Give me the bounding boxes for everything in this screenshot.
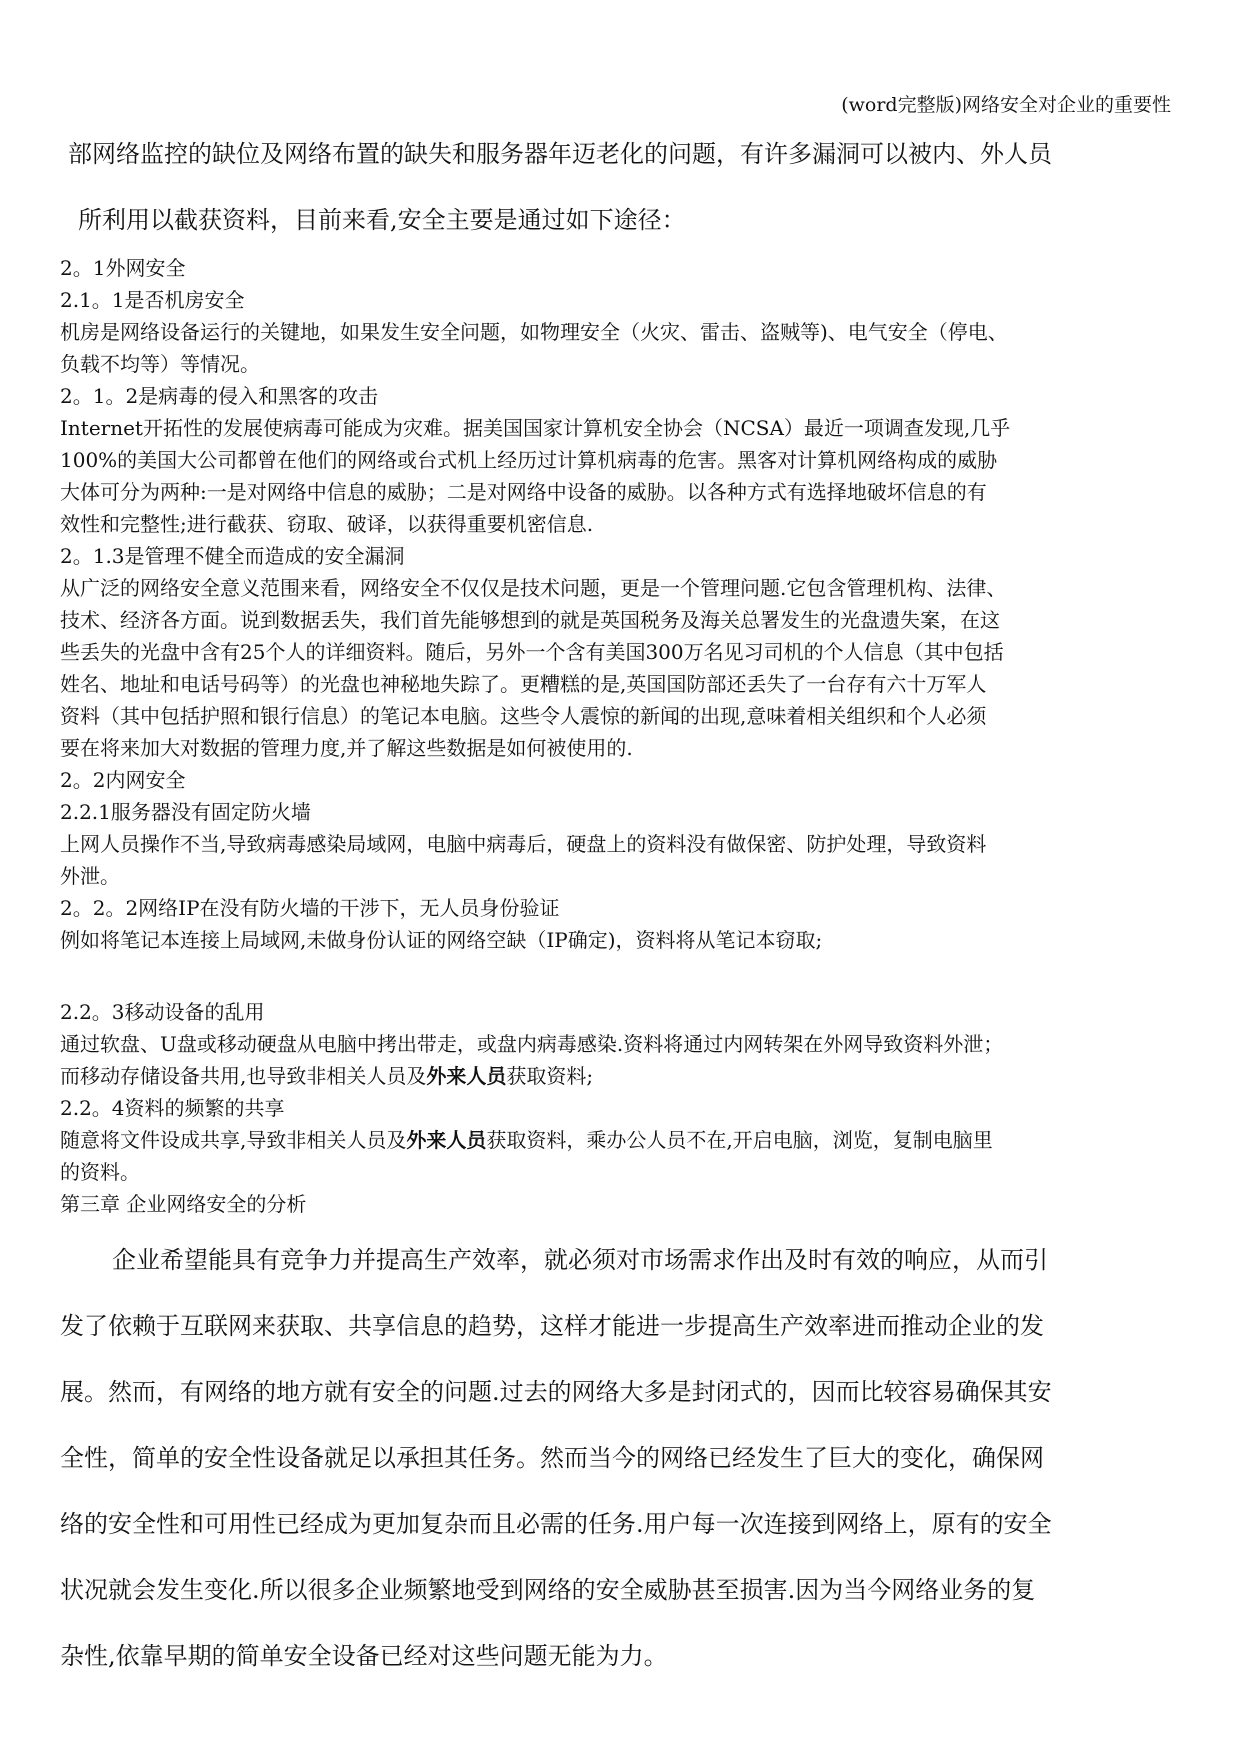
text-run: 获取资料; (506, 1064, 594, 1088)
paragraph-line: 络的安全性和可用性已经成为更加复杂而且必需的任务.用户每一次连接到网络上，原有的安全 (60, 1510, 1052, 1538)
text-run: 获取资料，乘办公人员不在,开启电脑，浏览，复制电脑里 (486, 1128, 993, 1152)
section-heading: 2.2。3移动设备的乱用 (60, 1000, 265, 1024)
paragraph-line: 状况就会发生变化.所以很多企业频繁地受到网络的安全威胁甚至损害.因为当今网络业务的复 (60, 1576, 1036, 1604)
chapter-heading: 第三章 企业网络安全的分析 (60, 1192, 307, 1216)
paragraph-line: 姓名、地址和电话号码等）的光盘也神秘地失踪了。更糟糕的是,英国国防部还丢失了一台存有六十万军人 (60, 672, 987, 696)
paragraph-line: 些丢失的光盘中含有25个人的详细资料。随后，另外一个含有美国300万名见习司机的个人信息（其中包括 (60, 640, 1004, 664)
text-run: 随意将文件设成共享,导致非相关人员及 (60, 1128, 407, 1152)
paragraph-line: 从广泛的网络安全意义范围来看，网络安全不仅仅是技术问题，更是一个管理问题.它包含管理机构、法律、 (60, 576, 1007, 600)
page-header: (word完整版)网络安全对企业的重要性 (841, 94, 1171, 116)
section-heading: 2。2内网安全 (60, 768, 186, 792)
paragraph-line: 杂性,依靠早期的简单安全设备已经对这些问题无能为力。 (60, 1642, 668, 1670)
section-heading: 2.2.1服务器没有固定防火墙 (60, 800, 311, 824)
section-heading: 2。1外网安全 (60, 256, 186, 280)
text-run: 而移动存储设备共用,也导致非相关人员及 (60, 1064, 427, 1088)
paragraph-line: 技术、经济各方面。说到数据丢失，我们首先能够想到的就是英国税务及海关总署发生的光盘遗失案，在这 (60, 608, 1000, 632)
paragraph-line: Internet开拓性的发展使病毒可能成为灾难。据美国国家计算机安全协会（NCSA）最近一项调查发现,几乎 (60, 416, 1011, 440)
section-heading: 2.2。4资料的频繁的共享 (60, 1096, 285, 1120)
paragraph-line (60, 1124, 1185, 1153)
paragraph-line: 发了依赖于互联网来获取、共享信息的趋势，这样才能进一步提高生产效率进而推动企业的发 (60, 1312, 1044, 1340)
paragraph-line (60, 1060, 1185, 1089)
paragraph-line: 展。然而，有网络的地方就有安全的问题.过去的网络大多是封闭式的，因而比较容易确保其安 (60, 1378, 1052, 1406)
paragraph-line: 负载不均等）等情况。 (60, 352, 260, 376)
paragraph-line: 全性，简单的安全性设备就足以承担其任务。然而当今的网络已经发生了巨大的变化，确保网 (60, 1444, 1044, 1472)
paragraph-line: 机房是网络设备运行的关键地，如果发生安全问题，如物理安全（火灾、雷击、盗贼等)、电气安全（停电、 (60, 320, 1008, 344)
paragraph-line: 部网络监控的缺位及网络布置的缺失和服务器年迈老化的问题，有许多漏洞可以被内、外人员 (68, 140, 1052, 168)
paragraph-line: 的资料。 (60, 1160, 140, 1184)
section-heading: 2.1。1是否机房安全 (60, 288, 245, 312)
paragraph-line: 效性和完整性;进行截获、窃取、破译，以获得重要机密信息. (60, 512, 594, 536)
paragraph-line: 上网人员操作不当,导致病毒感染局域网，电脑中病毒后，硬盘上的资料没有做保密、防护处理，导致资料 (60, 832, 987, 856)
bold-text-run: 外来人员 (426, 1064, 507, 1088)
paragraph-line: 资料（其中包括护照和银行信息）的笔记本电脑。这些令人震惊的新闻的出现,意味着相关组织和个人必须 (60, 704, 987, 728)
paragraph-line: 大体可分为两种:一是对网络中信息的威胁；二是对网络中设备的威胁。以各种方式有选择地破坏信息的有 (60, 480, 987, 504)
paragraph-line: 所利用以截获资料，目前来看,安全主要是通过如下途径： (78, 206, 686, 234)
paragraph-line: 通过软盘、U盘或移动硬盘从电脑中拷出带走，或盘内病毒感染.资料将通过内网转架在外网导致资料外泄； (60, 1032, 1004, 1056)
paragraph-line: 要在将来加大对数据的管理力度,并了解这些数据是如何被使用的. (60, 736, 633, 760)
section-heading: 2。1。2是病毒的侵入和黑客的攻击 (60, 384, 379, 408)
section-heading: 2。2。2网络IP在没有防火墙的干涉下，无人员身份验证 (60, 896, 560, 920)
paragraph-line: 企业希望能具有竞争力并提高生产效率，就必须对市场需求作出及时有效的响应，从而引 (112, 1246, 1048, 1274)
paragraph-line: 100%的美国大公司都曾在他们的网络或台式机上经历过计算机病毒的危害。黑客对计算机网络构成的威胁 (60, 448, 998, 472)
paragraph-line: 外泄。 (60, 864, 120, 888)
section-heading: 2。1.3是管理不健全而造成的安全漏洞 (60, 544, 405, 568)
bold-text-run: 外来人员 (406, 1128, 487, 1152)
paragraph-line: 例如将笔记本连接上局域网,未做身份认证的网络空缺（IP确定)，资料将从笔记本窃取; (60, 928, 823, 952)
